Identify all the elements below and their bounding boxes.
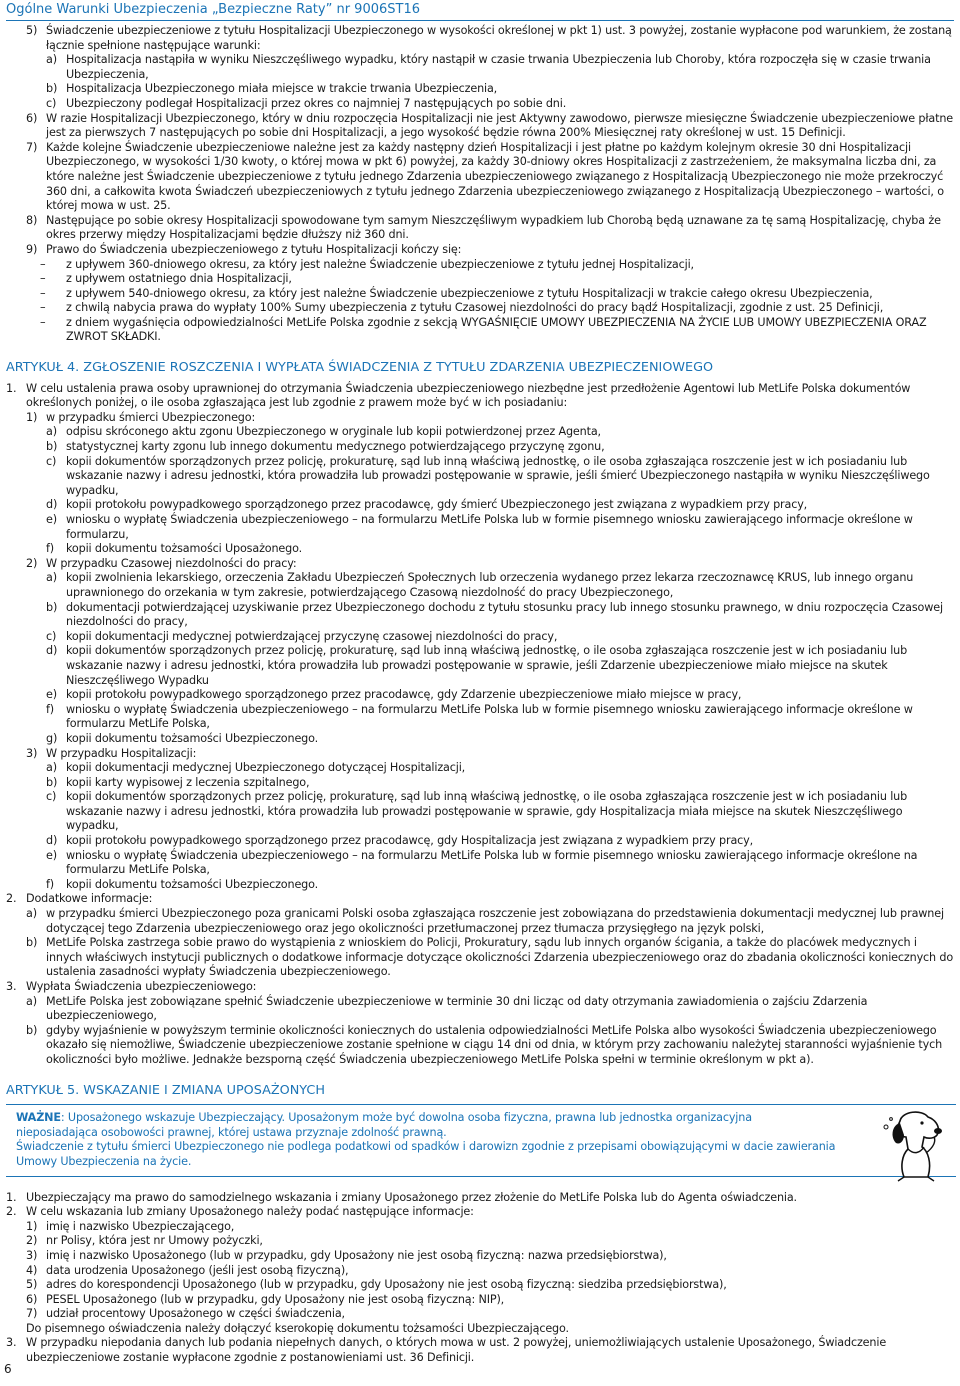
list-item bbox=[6, 425, 956, 440]
list-item bbox=[6, 644, 956, 688]
list-item-number: a) bbox=[26, 994, 37, 1008]
list-item-text: wniosku o wypłatę Świadczenia ubezpieczeniowego – na formularzu MetLife Polska lub w formie pisemnego wniosku zawierającego informacje określone w formularzu MetLife Polska, bbox=[66, 702, 913, 731]
list-item-number: 6) bbox=[26, 1292, 38, 1306]
list-item bbox=[6, 1336, 956, 1365]
list-item bbox=[6, 761, 956, 776]
list-item-number: c) bbox=[46, 454, 57, 468]
notice-text-1: : Uposażonego wskazuje Ubezpieczający. Uposażonym może być dowolna osoba fizyczna, prawna lub jednostka organizacyjna nieposiadająca osobowości prawnej, której ustawa przyznaje zdolność prawną. bbox=[16, 1111, 752, 1139]
list-item bbox=[6, 747, 956, 762]
list-item-number: 1. bbox=[6, 1190, 17, 1204]
list-item-text: kopii karty wypisowej z leczenia szpitalnego, bbox=[66, 775, 310, 789]
page-number: 6 bbox=[4, 1362, 12, 1376]
list-item bbox=[6, 1278, 956, 1293]
list-item-text: Ubezpieczony podlegał Hospitalizacji przez okres co najmniej 7 następujących po sobie dni. bbox=[66, 96, 567, 110]
article-heading: ARTYKUŁ 4. ZGŁOSZENIE ROSZCZENIA I WYPŁATA ŚWIADCZENIA Z TYTUŁU ZDARZENIA UBEZPIECZENIOWEGO bbox=[6, 360, 714, 376]
list-item bbox=[6, 1264, 956, 1279]
dash-item-text: z upływem ostatniego dnia Hospitalizacji, bbox=[66, 272, 292, 286]
list-item bbox=[6, 97, 956, 112]
list-item bbox=[6, 630, 956, 645]
list-item-number: 5) bbox=[26, 1278, 38, 1292]
list-item bbox=[6, 411, 956, 426]
dash-bullet: – bbox=[40, 301, 46, 315]
list-item-number: a) bbox=[46, 53, 57, 67]
list-item-text: kopii dokumentu tożsamości Ubezpieczonego. bbox=[66, 877, 319, 891]
list-item-text: kopii dokumentacji medycznej Ubezpieczonego dotyczącej Hospitalizacji, bbox=[66, 761, 466, 775]
list-item-text: kopii dokumentów sporządzonych przez policję, prokuraturę, sąd lub inną właściwą jednostkę, o ile osoba zgłaszająca roszczenie jest w ich posiadaniu lub wskazanie nazwy i adresu jednostki, która prowadziła lub prowadzi postępowanie w sprawie, jeśli śmierć Ubezpieczonego nastąpiła w wyniku Nieszczęśliwego wypadku, bbox=[66, 454, 930, 497]
list-item-number: 3. bbox=[6, 980, 17, 993]
list-item-number: 2. bbox=[6, 892, 17, 906]
list-item-text: kopii dokumentu tożsamości Ubezpieczonego. bbox=[66, 731, 319, 745]
list-item-text: wniosku o wypłatę Świadczenia ubezpieczeniowego – na formularzu MetLife Polska lub w formie pisemnego wniosku zawierającego informacje określone w formularzu, bbox=[66, 513, 913, 541]
list-item-number: 7) bbox=[26, 1307, 38, 1321]
list-item bbox=[6, 790, 956, 834]
list-item bbox=[6, 688, 956, 703]
snoopy-illustration-icon bbox=[878, 1107, 948, 1183]
list-item-text: MetLife Polska jest zobowiązane spełnić Świadczenie ubezpieczeniowe w terminie 30 dni licząc od daty otrzymania zawiadomienia o zajściu Zdarzenia ubezpieczeniowego, bbox=[46, 994, 868, 1023]
list-item-number: d) bbox=[46, 834, 58, 848]
list-item bbox=[6, 243, 956, 258]
list-item-text: kopii dokumentu tożsamości Uposażonego. bbox=[66, 542, 303, 556]
list-item bbox=[6, 513, 956, 542]
list-item-text: adres do korespondencji Uposażonego (lub w przypadku, gdy Uposażony nie jest osobą fizyczną: siedziba przedsiębiorstwa), bbox=[46, 1278, 727, 1292]
list-item-number: 2) bbox=[26, 556, 38, 570]
notice-label: WAŻNE bbox=[16, 1111, 61, 1125]
dash-item-text: z upływem 360-dniowego okresu, za który jest należne Świadczenie ubezpieczeniowe z tytułu jednej Hospitalizacji, bbox=[66, 257, 694, 271]
important-notice-box bbox=[6, 1104, 956, 1176]
list-item bbox=[6, 1220, 956, 1235]
list-item bbox=[6, 214, 956, 243]
list-item bbox=[6, 455, 956, 499]
list-item-text: Każde kolejne Świadczenie ubezpieczeniowe należne jest za każdy następny dzień Hospitalizacji i jest płatne po każdym kolejnym okresie 30 dni Hospitalizacji Ubezpieczonego, w wysokości 1/30 kwoty, o której mowa w pkt 6) powyżej, za każdy 30-dniowy okres Hospitalizacji z zastrzeżeniem, że maksymalna liczba dni, za które należne jest Świadczenie ubezpieczeniowe z tytułu jednego Zdarzenia ubezpieczeniowego związanego z Hospitalizacją Ubezpieczonego nie może przekroczyć 360 dni, a całkowita kwota Świadczeń ubezpieczeniowych z tytułu jednego Zdarzenia ubezpieczeniowego związanego z Hospitalizacją Ubezpieczonego – wartości, o której mowa w ust. 25. bbox=[46, 140, 944, 213]
dash-item bbox=[6, 316, 956, 345]
article-heading: ARTYKUŁ 5. WSKAZANIE I ZMIANA UPOSAŻONYCH bbox=[6, 1082, 325, 1098]
list-item bbox=[6, 601, 956, 630]
list-item-text: Hospitalizacja Ubezpieczonego miała miejsce w trakcie trwania Ubezpieczenia, bbox=[66, 82, 498, 96]
list-item-number: g) bbox=[46, 731, 58, 745]
list-item bbox=[6, 382, 956, 411]
list-item bbox=[6, 498, 956, 513]
dash-bullet: – bbox=[40, 315, 46, 329]
list-item-number: b) bbox=[26, 1023, 38, 1037]
list-item-number: c) bbox=[46, 790, 57, 804]
list-item-text: Prawo do Świadczenia ubezpieczeniowego z tytułu Hospitalizacji kończy się: bbox=[46, 242, 462, 256]
list-item bbox=[6, 1249, 956, 1264]
list-item bbox=[6, 1191, 956, 1206]
list-item bbox=[6, 892, 956, 907]
list-item-text: data urodzenia Uposażonego (jeśli jest osobą fizyczną), bbox=[46, 1263, 349, 1277]
list-item-text: kopii zwolnienia lekarskiego, orzeczenia Zakładu Ubezpieczeń Społecznych lub orzeczenia wydanego przez lekarza rzeczoznawcę KRUS, lub innego organu uprawnionego do orzekania w tym zakresie, potwierdzającego Czasową niezdolność do pracy Ubezpieczonego, bbox=[66, 571, 914, 599]
list-item-number: 7) bbox=[26, 140, 38, 154]
list-item-text: Ubezpieczający ma prawo do samodzielnego wskazania i zmiany Uposażonego przez złożenie do MetLife Polska lub do Agenta oświadczenia. bbox=[26, 1190, 797, 1204]
list-item-text: Wypłata Świadczenia ubezpieczeniowego: bbox=[26, 980, 257, 993]
list-item-text: wniosku o wypłatę Świadczenia ubezpieczeniowego – na formularzu MetLife Polska lub w formie pisemnego wniosku zawierającego informacje określone na formularzu MetLife Polska, bbox=[66, 848, 918, 877]
list-item-number: d) bbox=[46, 644, 58, 658]
list-item bbox=[6, 82, 956, 97]
list-item-number: c) bbox=[46, 96, 57, 110]
list-item-number: c) bbox=[46, 629, 57, 643]
list-item-number: 4) bbox=[26, 1263, 38, 1277]
list-item-text: Dodatkowe informacje: bbox=[26, 892, 153, 906]
list-item bbox=[6, 24, 956, 53]
list-item-number: 3) bbox=[26, 746, 38, 760]
list-item-number: b) bbox=[46, 82, 58, 96]
list-item bbox=[6, 907, 956, 936]
list-item-number: a) bbox=[26, 907, 37, 921]
notice-text-2: Świadczenie z tytułu śmierci Ubezpieczonego nie podlega podatkowi od spadków i darowizn zgodnie z przepisami obowiązującymi w dacie zawierania Umowy Ubezpieczenia na życie. bbox=[16, 1140, 836, 1168]
dash-item bbox=[6, 301, 956, 316]
list-item-text: W celu ustalenia prawa osoby uprawnionej do otrzymania Świadczenia ubezpieczeniowego niezbędne jest przedłożenie Agentowi lub MetLife Polska dokumentów określonych poniżej, o ile osoba zgłaszająca jest lub zgodnie z prawem może być w ich posiadaniu: bbox=[26, 381, 911, 410]
list-item-number: 2) bbox=[26, 1234, 38, 1248]
list-item-text: gdyby wyjaśnienie w powyższym terminie okoliczności koniecznych do ustalenia odpowiedzialności MetLife Polska albo wysokości Świadczenia ubezpieczeniowego okazało się niemożliwe, Świadczenie ubezpieczeniowe zostanie spełnione w ciągu 14 dni od dnia, w którym przy zachowaniu należytej staranności wyjaśnienie tych okoliczności było możliwe. Jednakże bezsporną część Świadczenia ubezpieczeniowego MetLife Polska spełni w terminie określonym w pkt a). bbox=[46, 1023, 943, 1066]
list-item bbox=[6, 1322, 956, 1337]
dash-item bbox=[6, 272, 956, 287]
dash-item bbox=[6, 287, 956, 302]
list-item bbox=[6, 53, 956, 82]
list-item-number: f) bbox=[46, 877, 55, 891]
list-item bbox=[6, 1205, 956, 1220]
list-item bbox=[6, 776, 956, 791]
list-item-number: 5) bbox=[26, 24, 38, 37]
list-item-number: b) bbox=[46, 775, 58, 789]
list-item-text: kopii dokumentacji medycznej potwierdzającej przyczynę czasowej niezdolności do pracy, bbox=[66, 629, 558, 643]
list-item bbox=[6, 1234, 956, 1249]
list-item-text: PESEL Uposażonego (lub w przypadku, gdy Uposażony nie jest osobą fizyczną: NIP), bbox=[46, 1292, 505, 1306]
list-item-number: b) bbox=[26, 936, 38, 950]
list-item-text: imię i nazwisko Uposażonego (lub w przypadku, gdy Uposażony nie jest osobą fizyczną: nazwa przedsiębiorstwa), bbox=[46, 1248, 667, 1262]
list-item bbox=[6, 878, 956, 893]
list-item bbox=[6, 834, 956, 849]
dash-item bbox=[6, 258, 956, 273]
list-item-text: dokumentacji potwierdzającej uzyskiwanie przez Ubezpieczonego dochodu z tytułu stosunku pracy lub innego stosunku prawnego, w dniu rozpoczęcia Czasowej niezdolności do pracy, bbox=[66, 600, 943, 629]
list-item-text: kopii dokumentów sporządzonych przez policję, prokuraturę, sąd lub inną właściwą jednostkę, o ile osoba zgłaszająca roszczenie jest w ich posiadaniu lub wskazanie nazwy i adresu jednostki, która prowadziła lub prowadzi postępowanie w sprawie, jeśli Zdarzenie ubezpieczeniowe miało miejsce na skutek Nieszczęśliwego Wypadku bbox=[66, 644, 908, 687]
list-item bbox=[6, 995, 956, 1024]
list-item-number: 8) bbox=[26, 213, 38, 227]
list-item bbox=[6, 141, 956, 214]
list-item bbox=[6, 849, 956, 878]
list-item-text: MetLife Polska zastrzega sobie prawo do wystąpienia z wnioskiem do Policji, Prokuratury, sądu lub innych organów ścigania, a także do placówek medycznych i innych właściwych instytucji publicznych o dodatkowe informacje dotyczące okoliczności Zdarzenia ubezpieczeniowego oraz do zbadania okoliczności koniecznych do ustalenia zasadności wypłaty Świadczenia ubezpieczeniowego. bbox=[46, 936, 954, 979]
list-item-text: Świadczenie ubezpieczeniowe z tytułu Hospitalizacji Ubezpieczonego w wysokości określonej w pkt 1) ust. 3 powyżej, zostanie wypłacone pod warunkiem, że zostaną łącznie spełnione następujące warunki: bbox=[46, 24, 952, 52]
list-item bbox=[6, 1024, 956, 1068]
list-item-text: kopii dokumentów sporządzonych przez policję, prokuraturę, sąd lub inną właściwą jednostkę, o ile osoba zgłaszająca roszczenie jest w ich posiadaniu lub wskazanie nazwy i adresu jednostki, która prowadziła lub prowadzi postępowanie w sprawie, gdy Hospitalizacja miała miejsce na skutek Nieszczęśliwego wypadku, bbox=[66, 790, 908, 833]
list-item-text: Następujące po sobie okresy Hospitalizacji spowodowane tym samym Nieszczęśliwym wypadkiem lub Chorobą będą uznawane za tę samą Hospitalizację, chyba że okres przerwy między Hospitalizacjami będzie dłuższy niż 360 dni. bbox=[46, 213, 941, 242]
list-item-number: 3. bbox=[6, 1336, 17, 1350]
list-item bbox=[6, 1307, 956, 1322]
list-item-number: 3) bbox=[26, 1248, 38, 1262]
list-item bbox=[6, 542, 956, 557]
list-item-number: d) bbox=[46, 498, 58, 512]
list-item-number: 2. bbox=[6, 1205, 17, 1219]
list-item-number: b) bbox=[46, 600, 58, 614]
list-item-text: w przypadku śmierci Ubezpieczonego poza granicami Polski osoba zgłaszająca roszczenie jest zobowiązana do przedstawienia dokumentacji medycznej lub prawnej dotyczącej tego Zdarzenia ubezpieczeniowego oraz jego okoliczności przetłumaczonej przez tłumacza przysięgłego na język polski, bbox=[46, 907, 944, 935]
list-item-number: e) bbox=[46, 513, 57, 526]
dash-item-text: z dniem wygaśnięcia odpowiedzialności MetLife Polska zgodnie z sekcją WYGAŚNIĘCIE UMOWY UBEZPIECZENIA NA ŻYCIE LUB UMOWY UBEZPIECZENIA ORAZ ZWROT SKŁADKI. bbox=[66, 315, 927, 344]
list-item bbox=[6, 557, 956, 572]
list-item-text: W przypadku Hospitalizacji: bbox=[46, 746, 197, 760]
list-item bbox=[6, 112, 956, 141]
list-item bbox=[6, 440, 956, 455]
list-item bbox=[6, 1293, 956, 1308]
list-item bbox=[6, 732, 956, 747]
list-item-text: Do pisemnego oświadczenia należy dołączyć kserokopię dokumentu tożsamości Ubezpieczającego. bbox=[26, 1321, 569, 1335]
list-item bbox=[6, 936, 956, 980]
dash-bullet: – bbox=[40, 272, 46, 286]
list-item bbox=[6, 571, 956, 600]
list-item-number: 9) bbox=[26, 242, 38, 256]
list-item-text: statystycznej karty zgonu lub innego dokumentu medycznego potwierdzającego przyczynę zgonu, bbox=[66, 440, 605, 454]
document-body bbox=[6, 24, 956, 1366]
dash-bullet: – bbox=[40, 286, 46, 300]
list-item-text: odpisu skróconego aktu zgonu Ubezpieczonego w oryginale lub kopii potwierdzonej przez Agenta, bbox=[66, 425, 601, 439]
document-header: Ogólne Warunki Ubezpieczenia „Bezpieczne Raty” nr 9006ST16 bbox=[6, 2, 954, 21]
list-item-text: W przypadku niepodania danych lub podania niepełnych danych, o których mowa w ust. 2 powyżej, uniemożliwiających ustalenie Uposażonego, Świadczenie ubezpieczeniowe zostanie wypłacone zgodnie z postanowieniami ust. 36 Definicji. bbox=[26, 1336, 887, 1365]
list-item-number: 1. bbox=[6, 381, 17, 395]
list-item-number: 6) bbox=[26, 111, 38, 125]
list-item-text: w przypadku śmierci Ubezpieczonego: bbox=[46, 410, 256, 424]
list-item-number: e) bbox=[46, 688, 57, 702]
list-item bbox=[6, 703, 956, 732]
dash-bullet: – bbox=[40, 257, 46, 271]
list-item-text: imię i nazwisko Ubezpieczającego, bbox=[46, 1219, 235, 1233]
list-item-number: a) bbox=[46, 761, 57, 775]
list-item-number: f) bbox=[46, 702, 55, 716]
list-item-text: kopii protokołu powypadkowego sporządzonego przez pracodawcę, gdy śmierć Ubezpieczonego jest związana z wypadkiem przy pracy, bbox=[66, 498, 808, 512]
list-item-text: kopii protokołu powypadkowego sporządzonego przez pracodawcę, gdy Hospitalizacja jest związana z wypadkiem przy pracy, bbox=[66, 834, 754, 848]
list-item-number: e) bbox=[46, 848, 57, 862]
list-item-text: Hospitalizacja nastąpiła w wyniku Nieszczęśliwego wypadku, który nastąpił w czasie trwania Ubezpieczenia lub Choroby, która rozpoczęła się w czasie trwania Ubezpieczenia, bbox=[66, 53, 931, 81]
list-item-number: a) bbox=[46, 425, 57, 439]
list-item-number: 1) bbox=[26, 1219, 38, 1233]
list-item-text: udział procentowy Uposażonego w części świadczenia, bbox=[46, 1307, 345, 1321]
dash-item-text: z upływem 540-dniowego okresu, za który jest należne Świadczenie ubezpieczeniowe z tytułu Hospitalizacji w trakcie całego okresu Ubezpieczenia, bbox=[66, 286, 873, 300]
list-item-number: 1) bbox=[26, 410, 38, 424]
list-item-text: W razie Hospitalizacji Ubezpieczonego, który w dniu rozpoczęcia Hospitalizacji nie jest Aktywny zawodowo, pierwsze miesięczne Świadczenie ubezpieczeniowe płatne jest za pierwszych 7 następujących po sobie dni Hospitalizacji, a jego wysokość będzie równa 200% Miesięcznej raty określonej w ust. 15 Definicji. bbox=[46, 111, 953, 140]
dash-item-text: z chwilą nabycia prawa do wypłaty 100% Sumy ubezpieczenia z tytułu Czasowej niezdolności do pracy bądź Hospitalizacji, zgodnie z ust. 25 Definicji, bbox=[66, 301, 884, 315]
list-item-text: W celu wskazania lub zmiany Uposażonego należy podać następujące informacje: bbox=[26, 1205, 474, 1219]
list-item-text: kopii protokołu powypadkowego sporządzonego przez pracodawcę, gdy Zdarzenie ubezpieczeniowe miało miejsce w pracy, bbox=[66, 688, 742, 702]
list-item-text: nr Polisy, która jest nr Umowy pożyczki, bbox=[46, 1234, 263, 1248]
list-item-text: W przypadku Czasowej niezdolności do pracy: bbox=[46, 556, 297, 570]
list-item bbox=[6, 980, 956, 995]
list-item-number: f) bbox=[46, 542, 55, 556]
list-item-number: a) bbox=[46, 571, 57, 585]
list-item-number: b) bbox=[46, 440, 58, 454]
